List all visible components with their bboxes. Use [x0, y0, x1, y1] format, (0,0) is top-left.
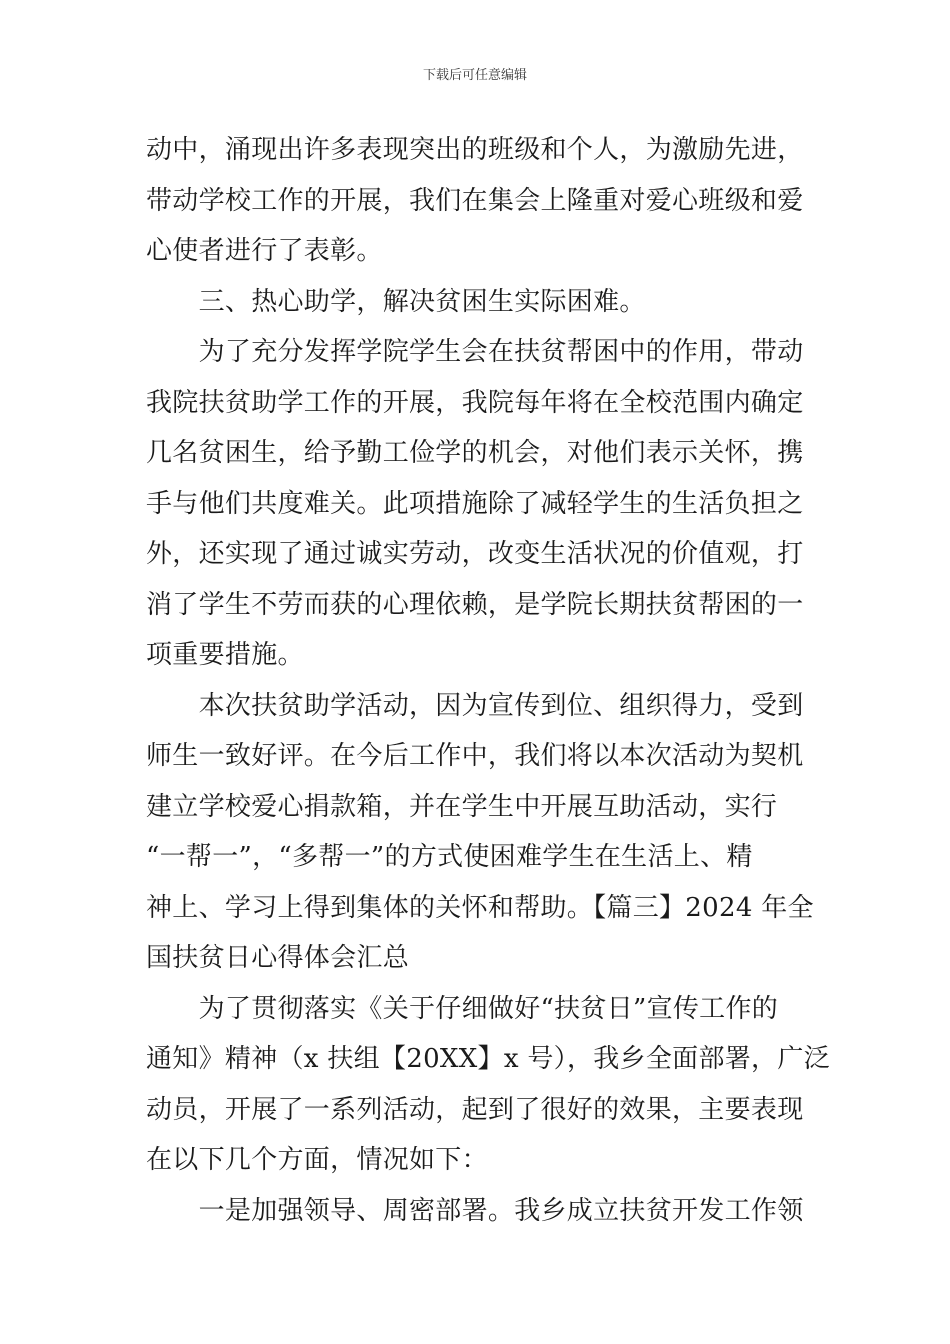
text-line: 手与他们共度难关。此项措施除了减轻学生的生活负担之 [146, 488, 804, 519]
text-line: 消了学生不劳而获的心理依赖，是学院长期扶贫帮困的一 [146, 589, 804, 620]
text-line: 心使者进行了表彰。 [146, 236, 383, 266]
text-line: 为了贯彻落实《关于仔细做好“扶贫日”宣传工作的 [146, 993, 779, 1024]
page-header: 下载后可任意编辑 [422, 68, 527, 83]
text-line: 神上、学习上得到集体的关怀和帮助。【篇三】2024 年全 [146, 892, 814, 923]
text-line: 国扶贫日心得体会汇总 [146, 943, 410, 973]
text-line: 外，还实现了通过诚实劳动，改变生活状况的价值观，打 [146, 539, 804, 569]
text-line: 建立学校爱心捐款箱，并在学生中开展互助活动，实行 [146, 791, 778, 822]
text-line: 师生一致好评。在今后工作中，我们将以本次活动为契机 [146, 741, 804, 771]
text-line: 我院扶贫助学工作的开展，我院每年将在全校范围内确定 [146, 387, 804, 418]
text-line: 项重要措施。 [146, 640, 304, 670]
text-line: 在以下几个方面，情况如下： [146, 1145, 488, 1175]
text-line: 几名贫困生，给予勤工俭学的机会，对他们表示关怀，携 [146, 438, 804, 468]
text-line: 动员，开展了一系列活动，起到了很好的效果，主要表现 [146, 1094, 804, 1125]
text-line: 为了充分发挥学院学生会在扶贫帮困中的作用，带动 [146, 337, 804, 367]
text-line: 动中，涌现出许多表现突出的班级和个人，为激励先进， [146, 135, 804, 165]
text-line: 一是加强领导、周密部署。我乡成立扶贫开发工作领 [146, 1195, 804, 1226]
text-line: 本次扶贫助学活动，因为宣传到位、组织得力，受到 [146, 690, 804, 721]
text-line: 通知》精神（x 扶组【20XX】x 号），我乡全面部署，广泛 [146, 1044, 830, 1074]
text-line: 带动学校工作的开展，我们在集会上隆重对爱心班级和爱 [146, 185, 804, 216]
document-body [146, 125, 830, 1236]
text-line: “一帮一”，“多帮一”的方式使困难学生在生活上、精 [146, 842, 753, 872]
section-heading: 三、热心助学，解决贫困生实际困难。 [146, 286, 646, 317]
